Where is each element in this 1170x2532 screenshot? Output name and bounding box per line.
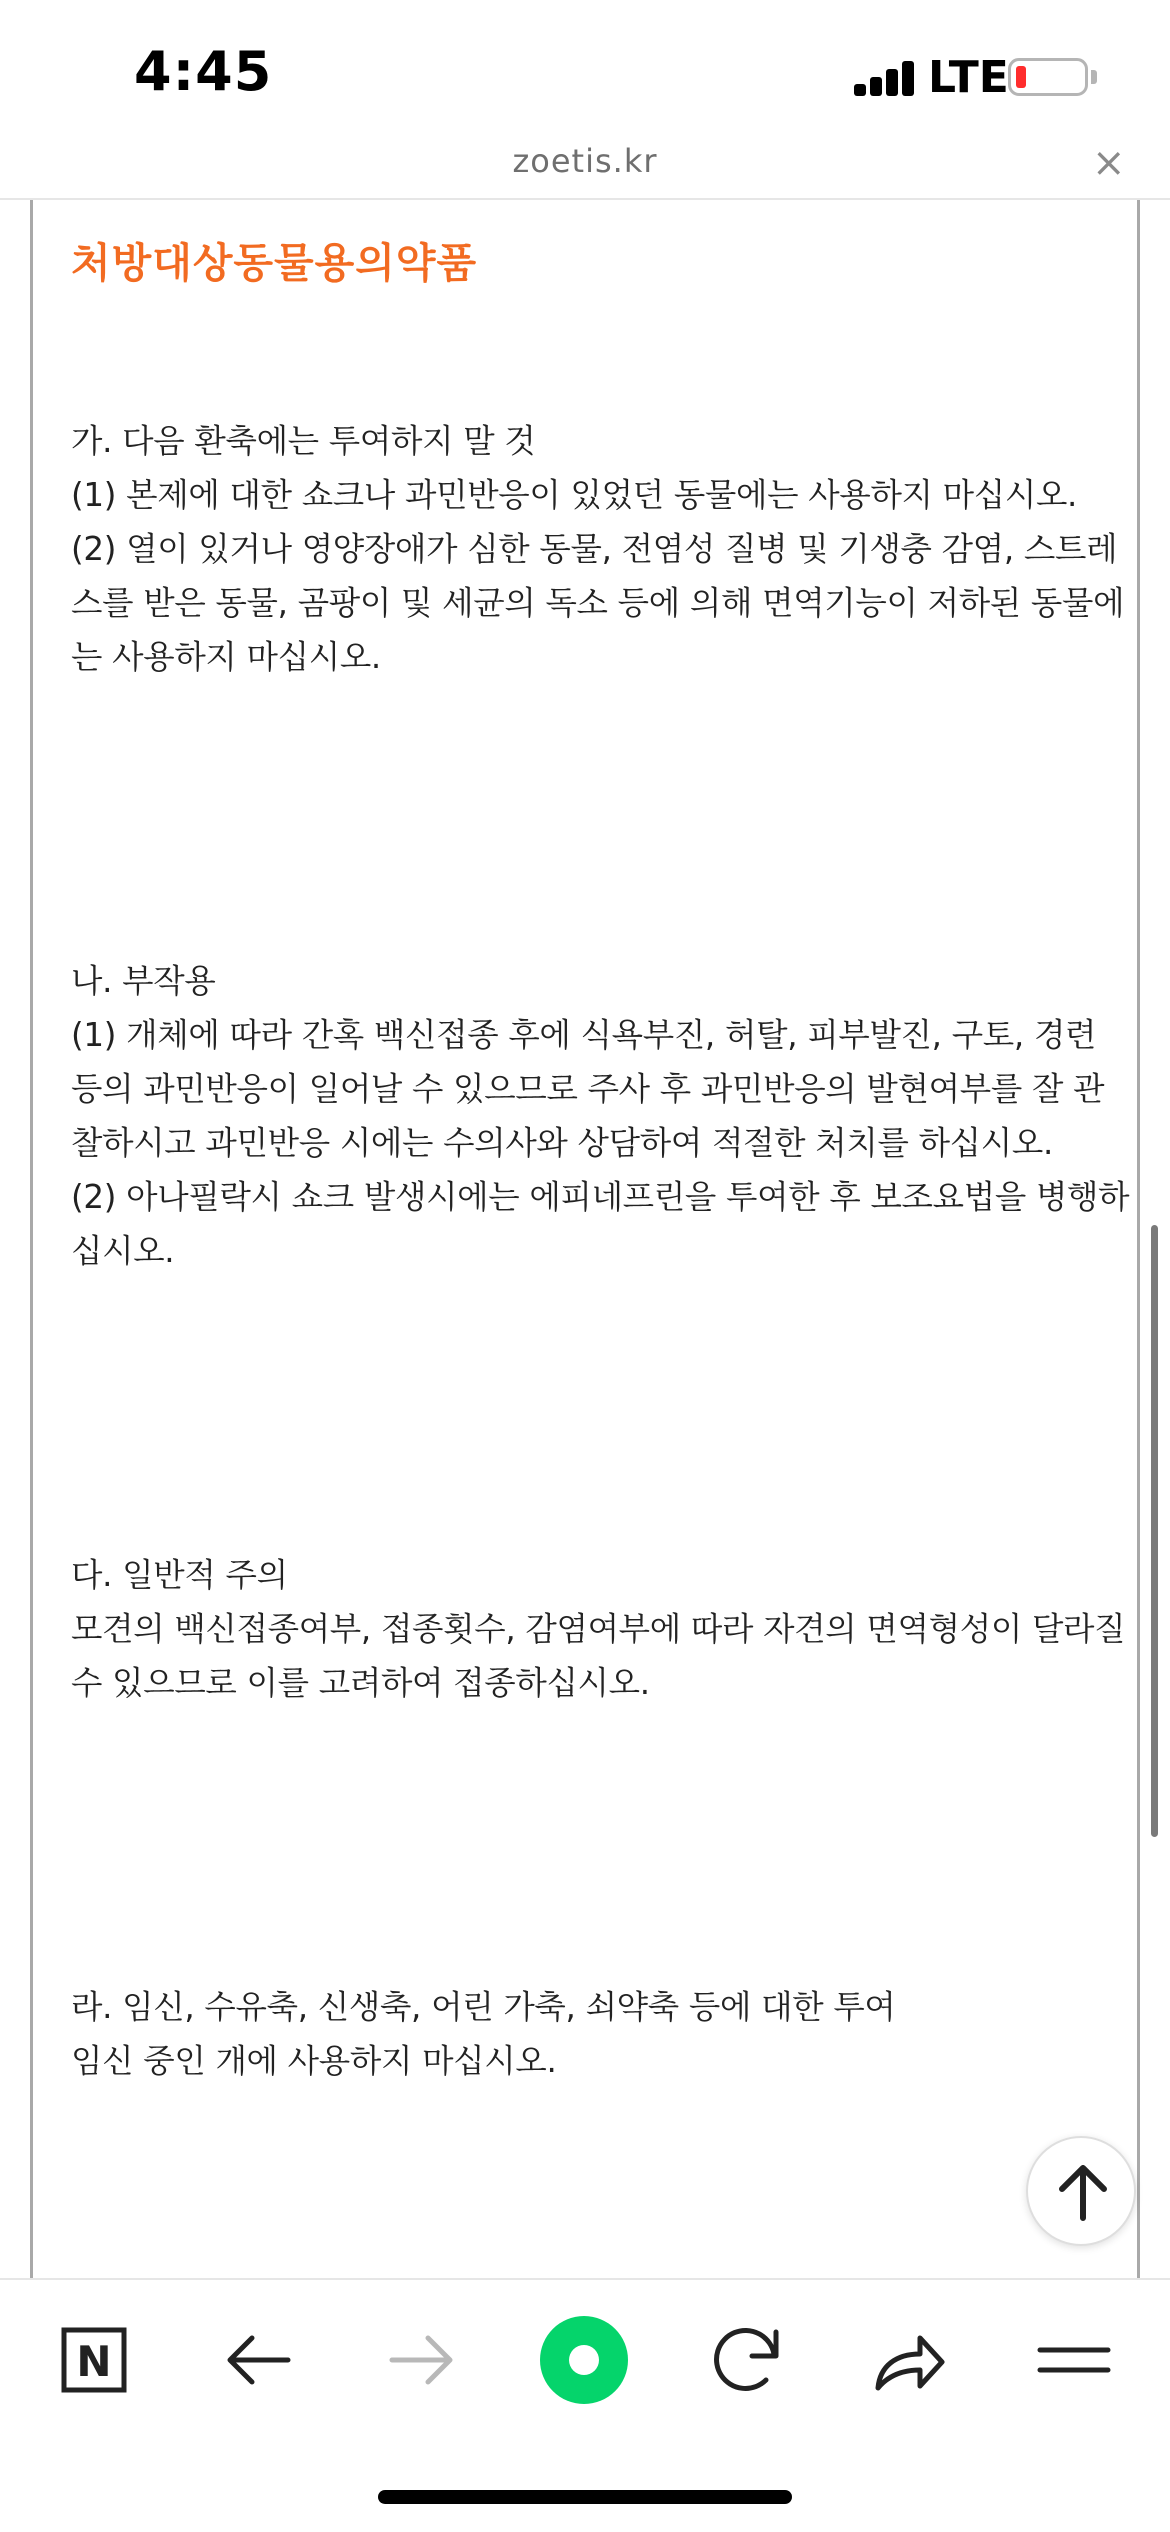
naver-green-dot-icon bbox=[534, 2310, 634, 2410]
naver-home-button[interactable] bbox=[44, 2310, 144, 2410]
menu-button[interactable] bbox=[1024, 2310, 1124, 2410]
share-icon bbox=[858, 2310, 958, 2410]
naver-label: N bbox=[76, 2337, 112, 2386]
scrollbar[interactable] bbox=[1151, 1225, 1158, 1837]
arrow-up-icon bbox=[1028, 2138, 1138, 2248]
home-indicator[interactable] bbox=[378, 2490, 792, 2504]
paragraph-side-effects: 나. 부작용 (1) 개체에 따라 간혹 백신접종 후에 식욕부진, 허탈, 피부발진, 구토, 경련 등의 과민반응이 일어날 수 있으므로 주사 후 과민반응의 발현여부를 잘 관찰하시고 과민반응 시에는 수의사와 상담하여 적절한 처치를 하십시오. (2) 아나필락시 쇼크 발생시에는 에피네프린을 투여한 후 보조요법을 병행하십시오. bbox=[71, 962, 1130, 1270]
reload-button[interactable] bbox=[696, 2310, 796, 2410]
signal-bars-icon bbox=[854, 60, 916, 96]
paragraph-pregnancy: 라. 임신, 수유축, 신생축, 어린 가축, 쇠약축 등에 대한 투여 임신 중인 개에 사용하지 마십시오. bbox=[71, 1988, 896, 2080]
article-body bbox=[71, 306, 1131, 2278]
battery-tip bbox=[1091, 70, 1097, 84]
article-content bbox=[30, 200, 1140, 2278]
paragraph-general-caution: 다. 일반적 주의 모견의 백신접종여부, 접종횟수, 감염여부에 따라 자견의 면역형성이 달라질 수 있으므로 이를 고려하여 접종하십시오. bbox=[71, 1556, 1126, 1702]
close-icon[interactable]: × bbox=[1092, 140, 1126, 186]
status-bar bbox=[0, 0, 1170, 140]
url-text[interactable]: zoetis.kr bbox=[512, 142, 658, 180]
forward-arrow-icon bbox=[372, 2310, 472, 2410]
battery-icon bbox=[1008, 58, 1088, 96]
paragraph-contraindications: 가. 다음 환축에는 투여하지 말 것 (1) 본제에 대한 쇼크나 과민반응이 있었던 동물에는 사용하지 마십시오. (2) 열이 있거나 영양장애가 심한 동물, 전염성 질병 및 기생충 감염, 스트레스를 받은 동물, 곰팡이 및 세균의 독소 등에 의해 면역기능이 저하된 동물에는 사용하지 마십시오. bbox=[71, 422, 1125, 676]
reload-icon bbox=[696, 2310, 796, 2410]
network-type: LTE bbox=[928, 52, 1009, 103]
back-arrow-icon bbox=[208, 2310, 308, 2410]
back-button[interactable] bbox=[208, 2310, 308, 2410]
forward-button[interactable] bbox=[372, 2310, 472, 2410]
scroll-top-button[interactable] bbox=[1026, 2136, 1136, 2246]
share-button[interactable] bbox=[858, 2310, 958, 2410]
naver-green-button[interactable] bbox=[534, 2310, 634, 2410]
menu-icon bbox=[1024, 2310, 1124, 2410]
section-title: 처방대상동물용의약품 bbox=[71, 239, 478, 287]
url-bar[interactable] bbox=[0, 140, 1170, 200]
naver-home-icon bbox=[44, 2310, 144, 2410]
status-time: 4:45 bbox=[134, 40, 273, 103]
